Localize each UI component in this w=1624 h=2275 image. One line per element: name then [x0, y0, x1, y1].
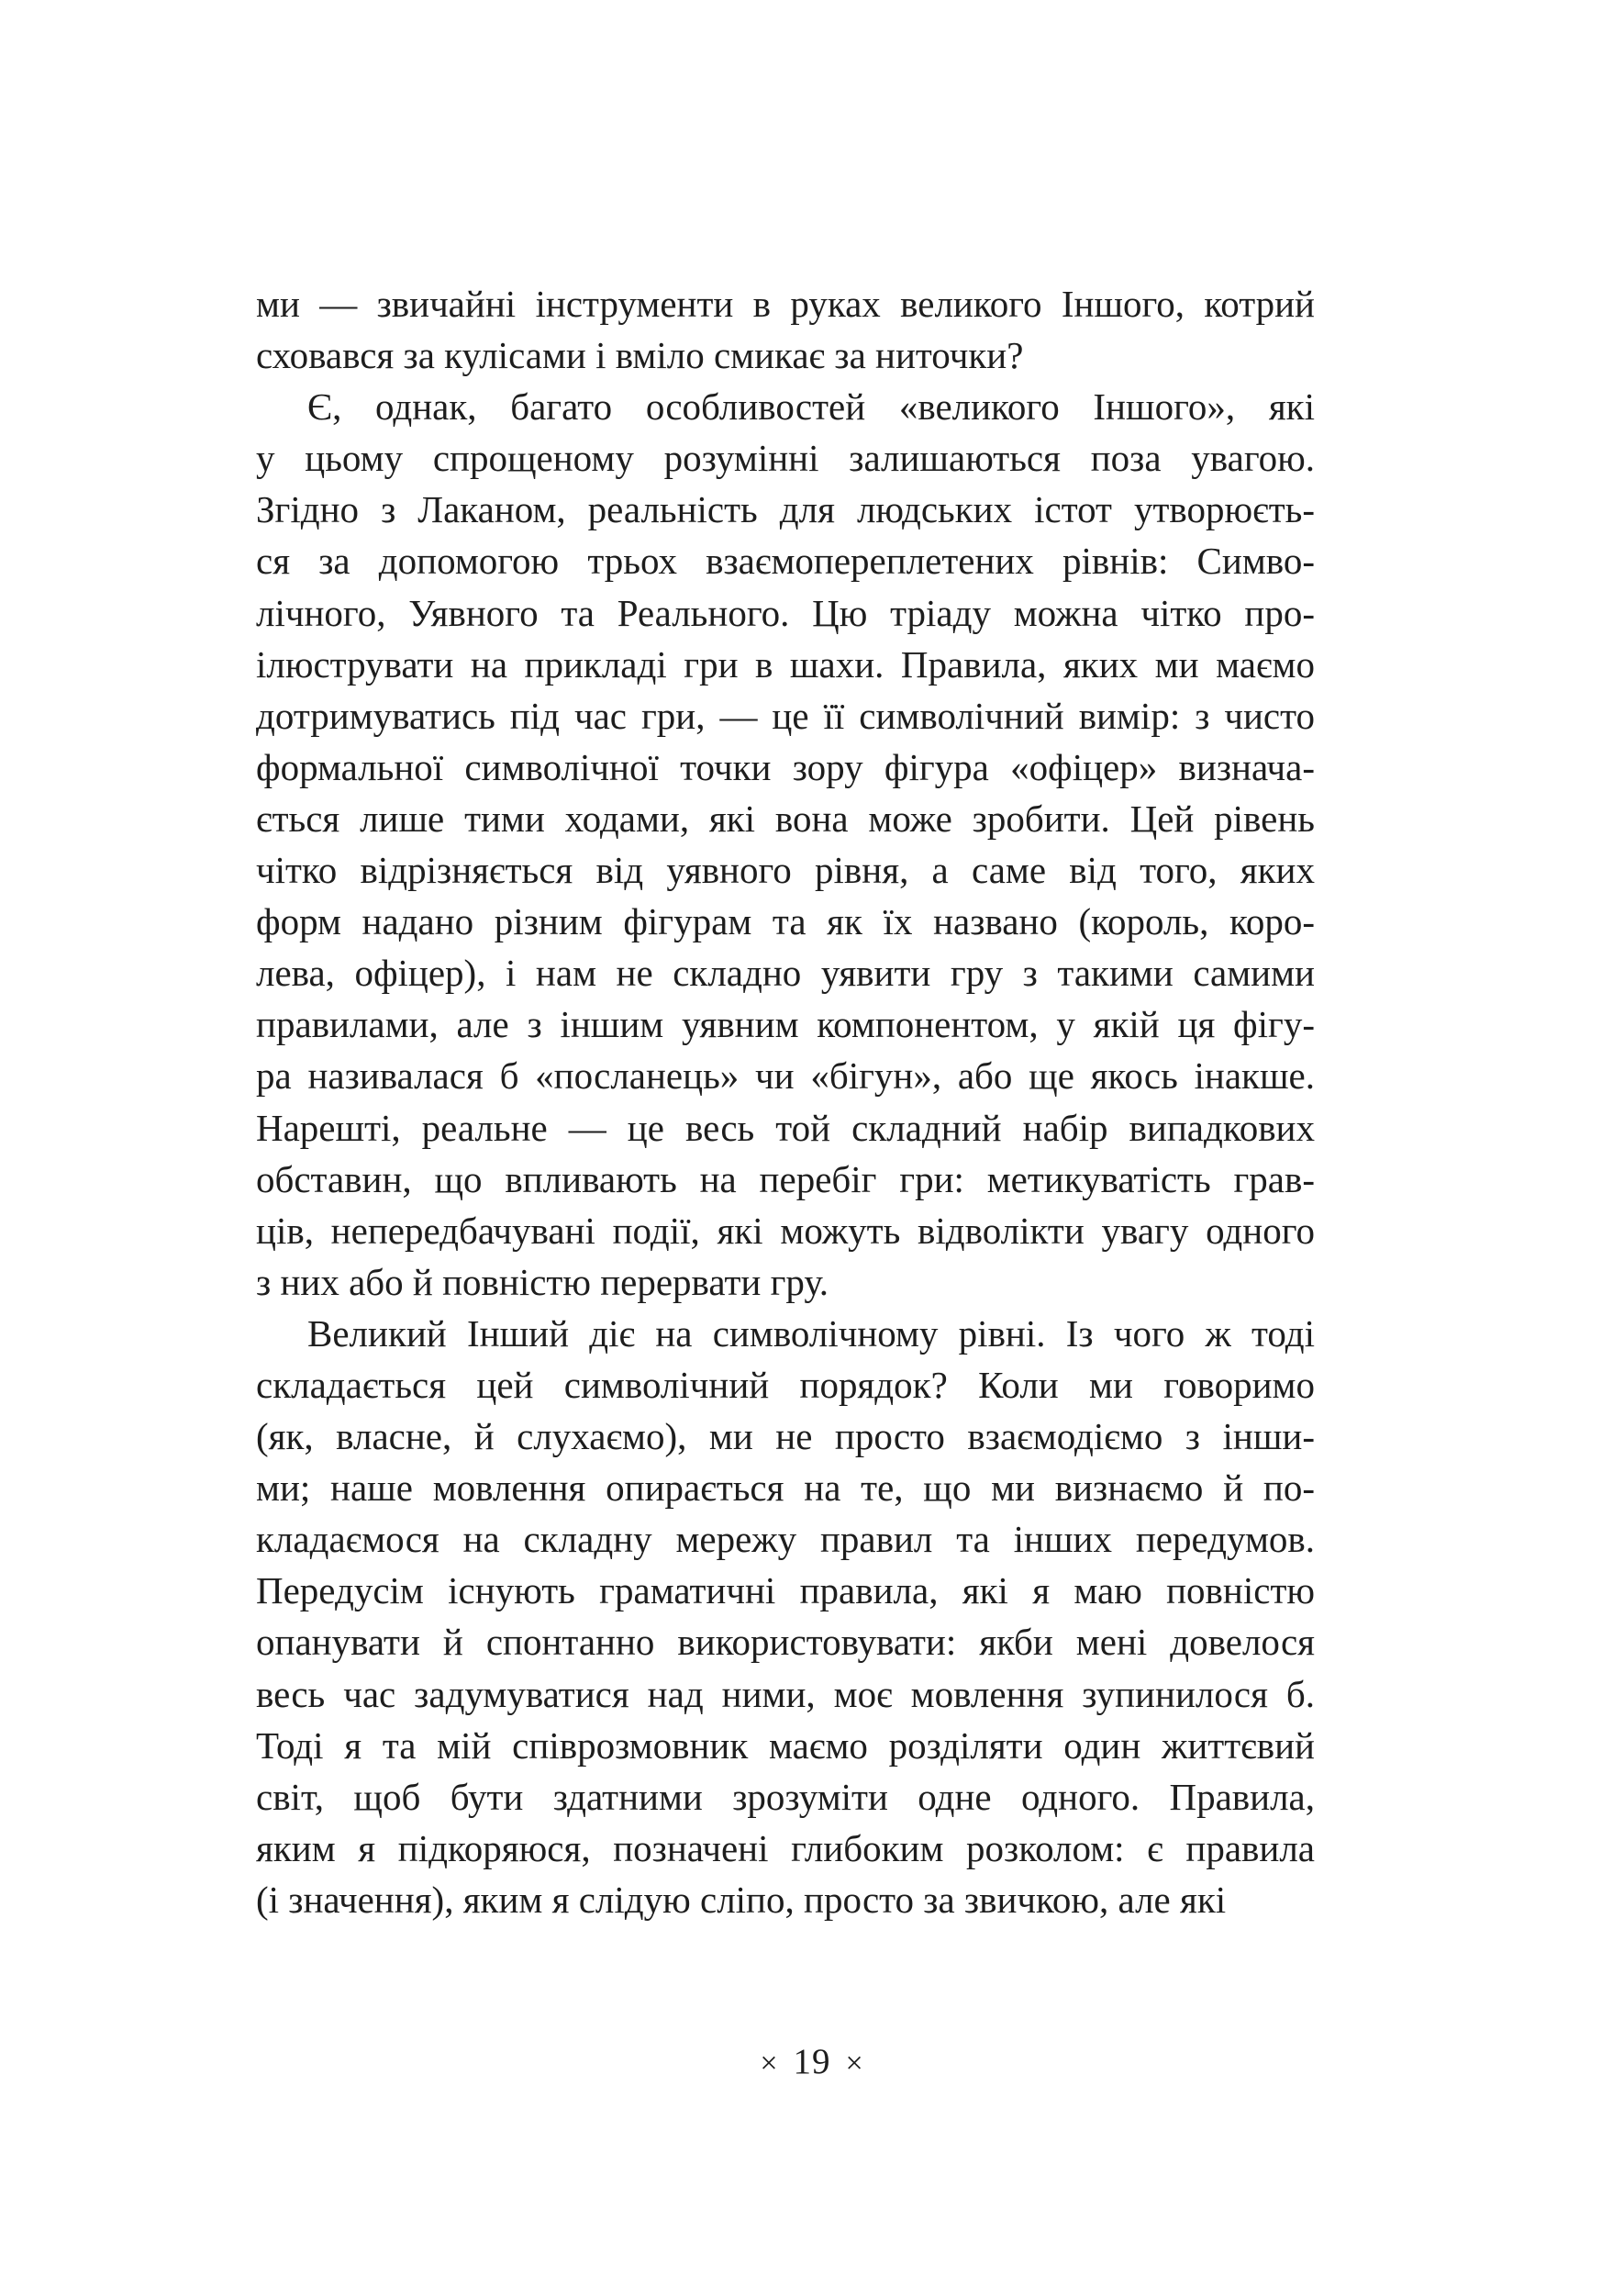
folio-ornament-left: ×	[760, 2046, 779, 2080]
text-line: сховався за кулісами і вміло смикає за ниточки?	[256, 334, 1024, 377]
text-line: формальної символічної точки зору фігура «офіцер» визнача-	[256, 745, 1315, 788]
text-line: Нарешті, реальне — це весь той складний набір випадкових	[256, 1106, 1315, 1149]
text-line: Є, однак, багато особливостей «великого Іншого», які	[307, 385, 1315, 429]
text-line: у цьому спрощеному розумінні залишаються поза увагою.	[256, 437, 1315, 480]
text-line: (і значення), яким я слідую сліпо, просто за звичкою, але які	[256, 1878, 1227, 1921]
text-line: весь час задумуватися над ними, моє мовлення зупинилося б.	[256, 1672, 1315, 1715]
text-line: з них або й повністю перервати гру.	[256, 1260, 829, 1303]
text-line: ілюструвати на прикладі гри в шахи. Правила, яких ми маємо	[256, 642, 1315, 686]
text-line: Передусім існують граматичні правила, які я маю повністю	[256, 1569, 1315, 1612]
text-line: лева, офіцер), і нам не складно уявити гру з такими самими	[256, 952, 1315, 995]
text-line: правилами, але з іншим уявним компонентом, у якій ця фігу-	[256, 1003, 1315, 1046]
text-line: форм надано різним фігурам та як їх названо (король, коро-	[256, 900, 1315, 943]
folio-ornament-right: ×	[845, 2046, 864, 2080]
paragraph	[256, 1308, 1315, 1925]
text-line: Тоді я та мій співрозмовник маємо розділяти один життєвий	[256, 1723, 1315, 1767]
text-line: Великий Інший діє на символічному рівні. Із чого ж тоді	[307, 1311, 1315, 1355]
text-line: світ, щоб бути здатними зрозуміти одне одного. Правила,	[256, 1775, 1315, 1818]
text-line: ців, непередбачувані події, які можуть відволікти увагу одного	[256, 1209, 1315, 1252]
text-line: обставин, що впливають на перебіг гри: метикуватість грав-	[256, 1157, 1315, 1200]
text-line: чітко відрізняється від уявного рівня, а саме від того, яких	[256, 849, 1315, 892]
text-line: опанувати й спонтанно використовувати: якби мені довелося	[256, 1621, 1315, 1664]
text-line: (як, власне, й слухаємо), ми не просто взаємодіємо з інши-	[256, 1415, 1315, 1458]
text-line: ра називалася б «посланець» чи «бігун», або ще якось інакше.	[256, 1054, 1315, 1098]
text-line: Згідно з Лаканом, реальність для людських істот утворюєть-	[256, 488, 1315, 531]
body-text	[256, 278, 1315, 1925]
paragraph	[256, 381, 1315, 1308]
paragraph	[256, 278, 1315, 381]
text-line: ми; наше мовлення опирається на те, що ми визнаємо й по-	[256, 1466, 1315, 1510]
text-line: дотримуватись під час гри, — це її символічний вимір: з чисто	[256, 694, 1315, 737]
text-line: ся за допомогою трьох взаємопереплетених рівнів: Симво-	[256, 540, 1315, 583]
page-footer	[0, 2039, 1624, 2087]
text-line: ми — звичайні інструменти в руках великого Іншого, котрий	[256, 283, 1315, 325]
text-line: яким я підкоряюся, позначені глибоким розколом: є правила	[256, 1826, 1315, 1869]
text-line: ється лише тими ходами, які вона може зробити. Цей рівень	[256, 797, 1315, 840]
text-line: лічного, Уявного та Реального. Цю тріаду можна чітко про-	[256, 591, 1315, 634]
text-line: складається цей символічний порядок? Коли ми говоримо	[256, 1363, 1315, 1406]
page-number: 19	[793, 2042, 831, 2081]
text-line: кладаємося на складну мережу правил та інших передумов.	[256, 1518, 1315, 1561]
